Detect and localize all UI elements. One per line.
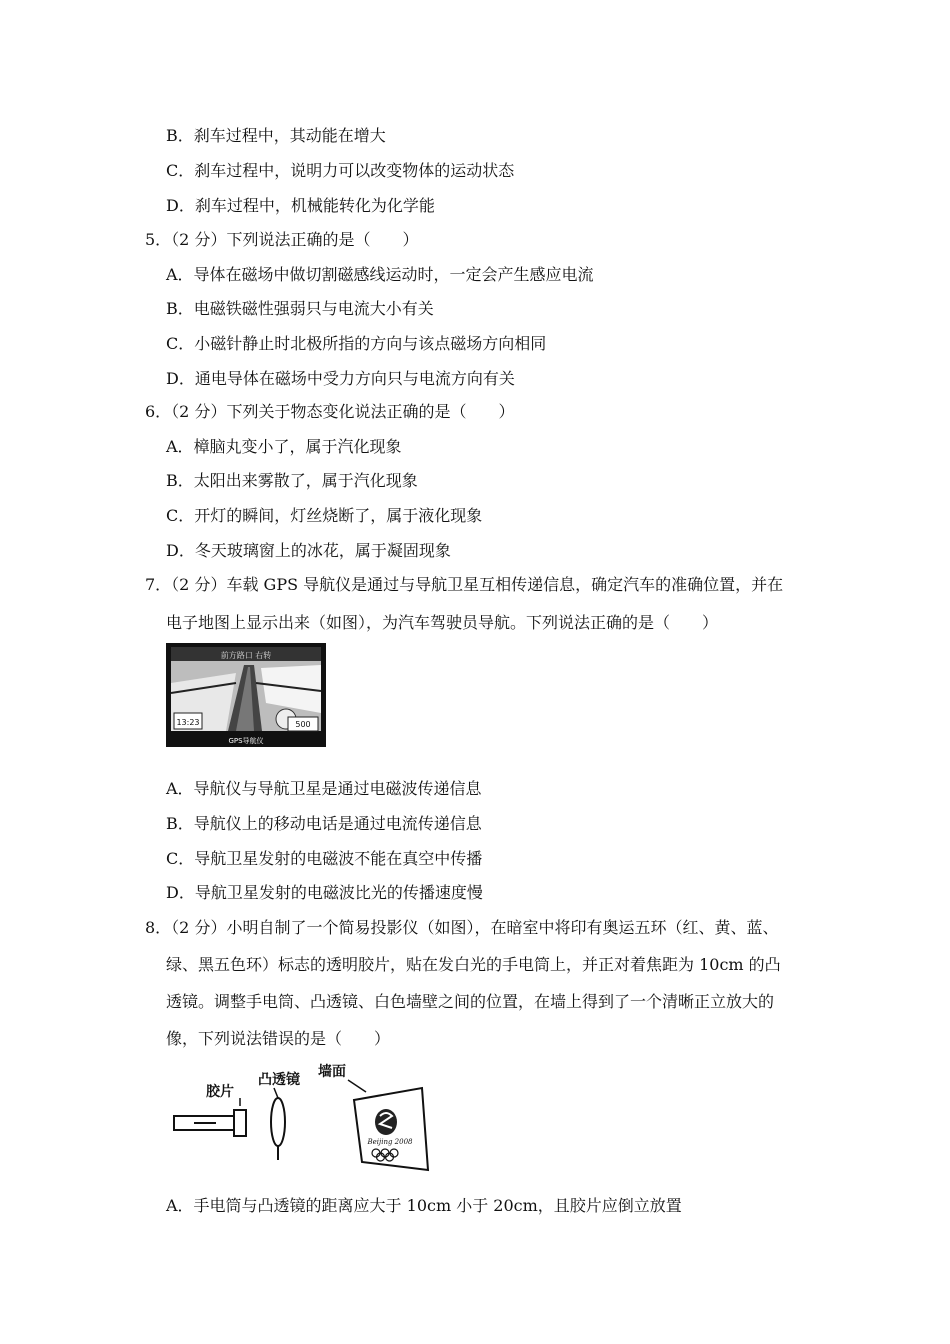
q7-option-a: A．导航仪与导航卫星是通过电磁波传递信息 xyxy=(166,779,482,798)
q6-option-c: C．开灯的瞬间，灯丝烧断了，属于液化现象 xyxy=(166,506,483,525)
q7-option-d: D．导航卫星发射的电磁波比光的传播速度慢 xyxy=(166,883,483,902)
q5-option-b: B．电磁铁磁性强弱只与电流大小有关 xyxy=(166,299,434,318)
q7-stem-line1: 7．（2 分）车载 GPS 导航仪是通过与导航卫星互相传递信息，确定汽车的准确位置，并在 xyxy=(145,575,784,594)
convex-lens xyxy=(271,1098,285,1146)
q6-option-d: D．冬天玻璃窗上的冰花，属于凝固现象 xyxy=(166,541,451,560)
q4-option-b: B．刹车过程中，其动能在增大 xyxy=(166,126,386,145)
q7-option-b: B．导航仪上的移动电话是通过电流传递信息 xyxy=(166,814,482,833)
q5-stem: 5．（2 分）下列说法正确的是（ ） xyxy=(145,230,419,249)
q5-option-c: C．小磁针静止时北极所指的方向与该点磁场方向相同 xyxy=(166,334,547,353)
beijing-logo-text: Beijing 2008 xyxy=(367,1138,413,1146)
projector-illustration xyxy=(166,1058,446,1173)
svg-text:前方路口 右转: 前方路口 右转 xyxy=(220,651,272,660)
q6-option-b: B．太阳出来雾散了，属于汽化现象 xyxy=(166,471,418,490)
label-lens: 凸透镜 xyxy=(258,1072,300,1088)
q4-option-d: D．刹车过程中，机械能转化为化学能 xyxy=(166,196,435,215)
gps-caption: GPS导航仪 xyxy=(228,737,264,745)
projector-figure xyxy=(166,1058,446,1173)
q8-stem-line1: 8．（2 分）小明自制了一个简易投影仪（如图），在暗室中将印有奥运五环（红、黄、蓝、 xyxy=(145,918,779,937)
q5-option-d: D．通电导体在磁场中受力方向只与电流方向有关 xyxy=(166,369,515,388)
gps-screen-illustration xyxy=(166,643,326,747)
flashlight-head xyxy=(234,1110,246,1136)
q7-stem-line2: 电子地图上显示出来（如图），为汽车驾驶员导航。下列说法正确的是（ ） xyxy=(166,613,719,632)
gps-navigator-figure xyxy=(166,643,326,747)
q7-option-c: C．导航卫星发射的电磁波不能在真空中传播 xyxy=(166,849,483,868)
label-wall: 墙面 xyxy=(318,1064,346,1080)
q8-stem-line3: 透镜。调整手电筒、凸透镜、白色墙壁之间的位置，在墙上得到了一个清晰正立放大的 xyxy=(166,992,775,1011)
label-film: 胶片 xyxy=(206,1084,234,1100)
gps-distance-readout: 500 xyxy=(295,720,311,729)
q6-stem: 6．（2 分）下列关于物态变化说法正确的是（ ） xyxy=(145,402,515,421)
q5-option-a: A．导体在磁场中做切割磁感线运动时，一定会产生感应电流 xyxy=(166,265,594,284)
q6-option-a: A．樟脑丸变小了，属于汽化现象 xyxy=(166,437,402,456)
gps-time-readout: 13:23 xyxy=(176,718,200,727)
q8-option-a: A．手电筒与凸透镜的距离应大于 10cm 小于 20cm，且胶片应倒立放置 xyxy=(166,1196,682,1215)
q4-option-c: C．刹车过程中，说明力可以改变物体的运动状态 xyxy=(166,161,515,180)
q8-stem-line2: 绿、黑五色环）标志的透明胶片，贴在发白光的手电筒上，并正对着焦距为 10cm 的凸 xyxy=(166,955,781,974)
q8-stem-line4: 像，下列说法错误的是（ ） xyxy=(166,1029,391,1048)
